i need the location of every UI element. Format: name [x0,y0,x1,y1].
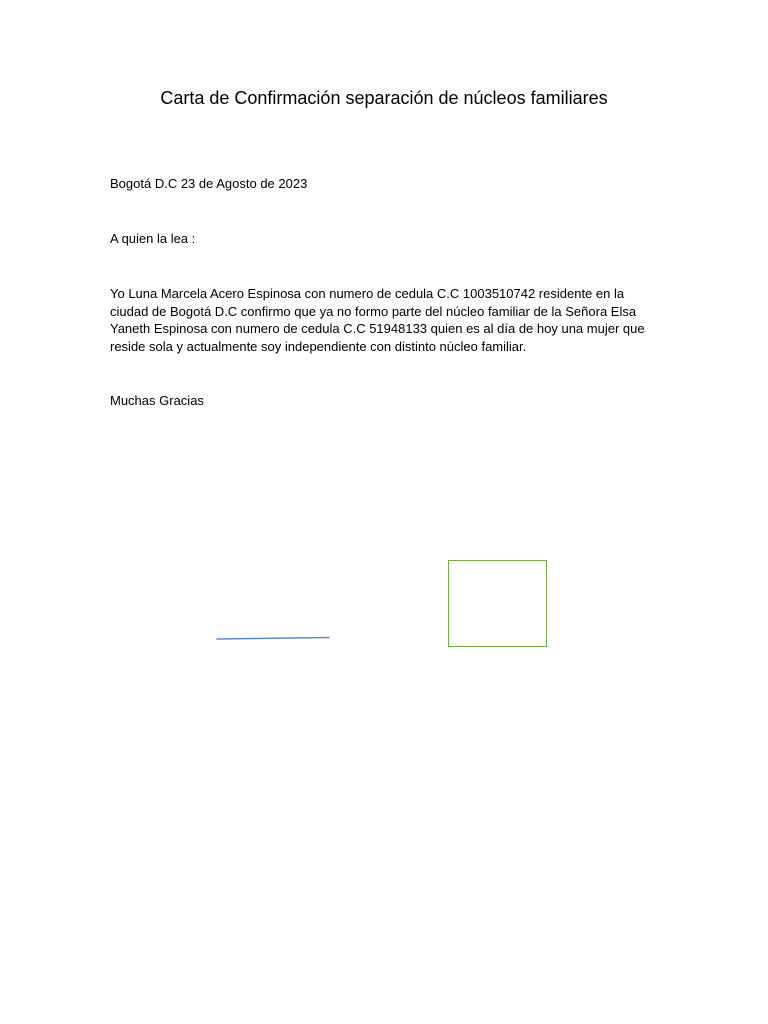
signature-line [216,635,330,641]
greeting: A quien la lea : [110,231,196,246]
date-line: Bogotá D.C 23 de Agosto de 2023 [110,176,308,191]
closing: Muchas Gracias [110,393,204,408]
fingerprint-box [448,560,547,647]
letter-title: Carta de Confirmación separación de núcleos familiares [160,88,608,108]
letter-body: Yo Luna Marcela Acero Espinosa con numero de cedula C.C 1003510742 residente en la ciudad de Bogotá D.C confirmo que ya no formo parte del núcleo familiar de la Señora Elsa Yaneth Espinosa con numero de cedula C.C 51948133 quien es al día de hoy una mujer que reside sola y actualmente soy independiente con distinto núcleo familiar. [110,286,645,354]
